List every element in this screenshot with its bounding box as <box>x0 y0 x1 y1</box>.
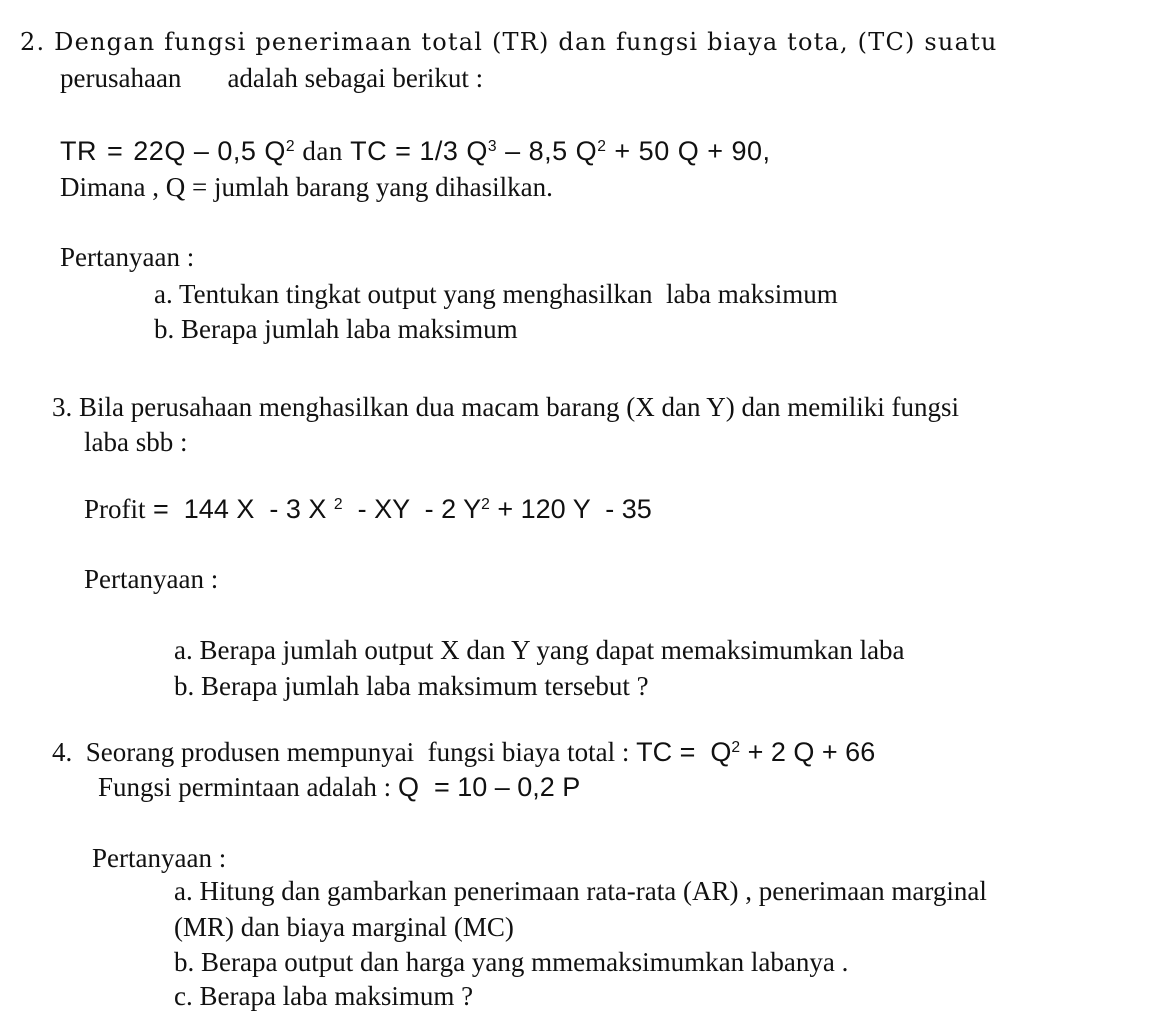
profit-expr-b: - XY - 2 Y <box>342 494 482 524</box>
q2-dimana <box>60 174 553 201</box>
tc-expr-a: 1/3 Q <box>419 136 488 166</box>
dimana-a: Dimana , <box>60 172 166 202</box>
tr-equals: = <box>107 136 124 166</box>
profit-expr-c: + 120 Y - 35 <box>489 494 652 524</box>
q3-profit-formula <box>84 496 652 523</box>
tc-expr-c: + 50 Q + 90, <box>606 136 771 166</box>
dimana-b: Q = jumlah barang yang dihasilkan. <box>165 172 553 202</box>
tc-expr-b: – 8,5 Q <box>497 136 598 166</box>
q4-line-2 <box>98 774 580 801</box>
q4-line-2a: Fungsi permintaan adalah : <box>98 772 398 802</box>
q2-line-2b: adalah sebagai berikut : <box>227 63 484 93</box>
q3-pertanyaan: Pertanyaan : <box>84 564 219 594</box>
profit-label: Profit <box>84 494 146 524</box>
q4-tc-expr: TC = Q <box>636 737 732 767</box>
q4-item-a-line-1: a. Hitung dan gambarkan penerimaan rata-rata (AR) , penerimaan marginal <box>174 876 987 906</box>
q2-item-a: a. Tentukan tingkat output yang menghasilkan laba maksimum <box>154 279 838 309</box>
q4-pertanyaan: Pertanyaan : <box>92 843 227 873</box>
profit-exponent-x: 2 <box>333 496 343 514</box>
tc-exponent-3: 3 <box>487 138 498 156</box>
q2-formula <box>60 138 771 165</box>
q4-line-1 <box>52 739 875 766</box>
q2-line-2a: perusahaan <box>60 63 182 93</box>
formula-dan: dan <box>295 136 351 166</box>
q2-line-2 <box>60 65 483 92</box>
q3-item-b: b. Berapa jumlah laba maksimum tersebut ? <box>174 671 649 701</box>
q3-item-a: a. Berapa jumlah output X dan Y yang dapat memaksimumkan laba <box>174 635 905 665</box>
q2-item-b: b. Berapa jumlah laba maksimum <box>154 314 518 344</box>
q4-item-b: b. Berapa output dan harga yang mmemaksimumkan labanya . <box>174 947 849 977</box>
q4-item-c: c. Berapa laba maksimum ? <box>174 981 474 1011</box>
profit-expr-a: = 144 X - 3 X <box>145 494 334 524</box>
q4-item-a-line-2: (MR) dan biaya marginal (MC) <box>174 912 514 942</box>
profit-exponent-y: 2 <box>481 496 490 514</box>
tc-equals: = <box>387 136 420 166</box>
tr-label: TR <box>60 136 97 166</box>
q4-line-1a: 4. Seorang produsen mempunyai fungsi biaya total : <box>52 737 637 767</box>
q4-demand-expr: Q = 10 – 0,2 P <box>397 772 581 802</box>
q3-line-2: laba sbb : <box>84 427 188 457</box>
tc-exponent-2: 2 <box>597 138 607 156</box>
tr-exponent: 2 <box>285 138 296 156</box>
q4-tc-exponent: 2 <box>731 739 741 757</box>
tc-label: TC <box>350 136 388 166</box>
q2-pertanyaan: Pertanyaan : <box>60 242 195 272</box>
tr-expr: 22Q – 0,5 Q <box>133 136 286 166</box>
q3-line-1: 3. Bila perusahaan menghasilkan dua macam barang (X dan Y) dan memiliki fungsi <box>52 392 959 422</box>
q4-tc-rest: + 2 Q + 66 <box>740 737 876 767</box>
q2-line-1: 2. Dengan fungsi penerimaan total (TR) dan fungsi biaya tota, (TC) suatu <box>20 28 998 56</box>
